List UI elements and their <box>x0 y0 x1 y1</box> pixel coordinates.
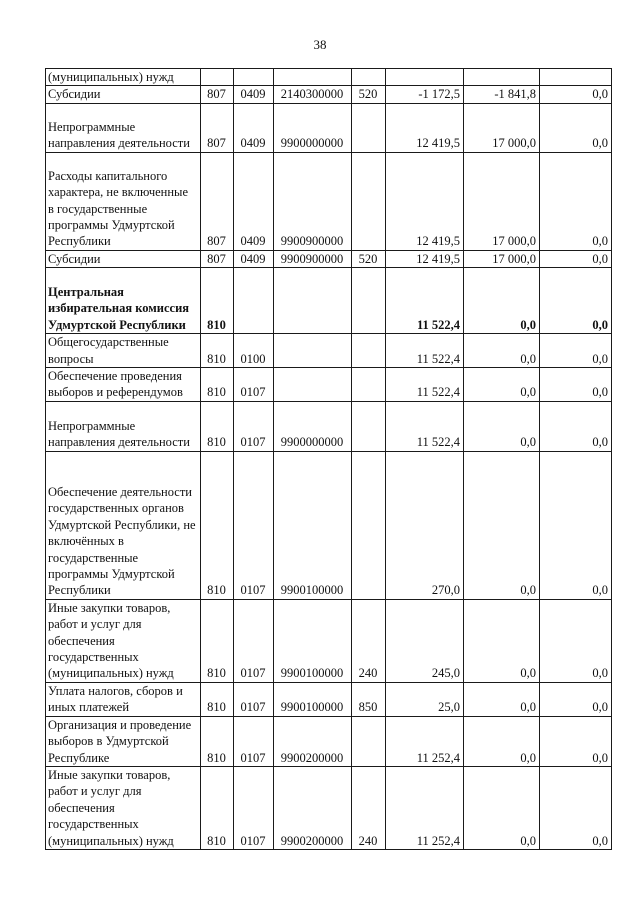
amount-3-cell: 0,0 <box>540 766 612 849</box>
table-row <box>46 268 612 334</box>
target-item-cell: 9900000000 <box>274 401 352 451</box>
row-name-cell: Непрограммные направления деятельности <box>46 103 201 152</box>
amount-3-cell: 0,0 <box>540 451 612 599</box>
target-item-cell: 2140300000 <box>274 86 352 103</box>
table-row <box>46 682 612 716</box>
page-number: 38 <box>313 37 327 52</box>
table-row <box>46 401 612 451</box>
amount-3-cell: 0,0 <box>540 334 612 368</box>
amount-3-cell: 0,0 <box>540 86 612 103</box>
ministry-code-cell: 810 <box>201 766 234 849</box>
expense-type-cell: 850 <box>352 682 386 716</box>
table-row <box>46 368 612 402</box>
amount-1-cell: 11 252,4 <box>386 766 464 849</box>
ministry-code-cell: 810 <box>201 716 234 766</box>
section-code-cell: 0409 <box>234 250 274 267</box>
table-row <box>46 86 612 103</box>
expense-type-cell <box>352 334 386 368</box>
amount-1-cell: 12 419,5 <box>386 250 464 267</box>
section-code-cell: 0107 <box>234 766 274 849</box>
row-name-cell: Субсидии <box>46 86 201 103</box>
ministry-code-cell: 810 <box>201 268 234 334</box>
expense-type-cell <box>352 716 386 766</box>
amount-2-cell: 0,0 <box>464 599 540 682</box>
target-item-cell: 9900100000 <box>274 682 352 716</box>
amount-2-cell: 0,0 <box>464 451 540 599</box>
ministry-code-cell: 807 <box>201 86 234 103</box>
ministry-code-cell: 807 <box>201 250 234 267</box>
expense-type-cell <box>352 401 386 451</box>
amount-2-cell: 17 000,0 <box>464 250 540 267</box>
row-name-cell: Организация и проведение выборов в Удмуртской Республике <box>46 716 201 766</box>
amount-2-cell: 17 000,0 <box>464 152 540 250</box>
amount-3-cell: 0,0 <box>540 368 612 402</box>
amount-2-cell: 0,0 <box>464 766 540 849</box>
row-name-cell: Расходы капитального характера, не включенные в государственные программы Удмуртской Республики <box>46 152 201 250</box>
target-item-cell: 9900100000 <box>274 451 352 599</box>
ministry-code-cell: 807 <box>201 103 234 152</box>
amount-3-cell: 0,0 <box>540 152 612 250</box>
section-code-cell: 0107 <box>234 368 274 402</box>
table-row <box>46 451 612 599</box>
target-item-cell <box>274 69 352 86</box>
expense-type-cell: 520 <box>352 250 386 267</box>
target-item-cell: 9900900000 <box>274 152 352 250</box>
amount-2-cell <box>464 69 540 86</box>
table-row <box>46 152 612 250</box>
ministry-code-cell: 810 <box>201 451 234 599</box>
row-name-cell: (муниципальных) нужд <box>46 69 201 86</box>
row-name-cell: Уплата налогов, сборов и иных платежей <box>46 682 201 716</box>
table-row <box>46 766 612 849</box>
amount-3-cell: 0,0 <box>540 682 612 716</box>
amount-3-cell: 0,0 <box>540 401 612 451</box>
amount-1-cell: 245,0 <box>386 599 464 682</box>
amount-3-cell: 0,0 <box>540 268 612 334</box>
expense-type-cell: 240 <box>352 599 386 682</box>
target-item-cell: 9900900000 <box>274 250 352 267</box>
row-name-cell: Обеспечение деятельности государственных органов Удмуртской Республики, не включённых в государственные программы Удмуртской Республики <box>46 451 201 599</box>
amount-1-cell <box>386 69 464 86</box>
ministry-code-cell: 810 <box>201 334 234 368</box>
section-code-cell <box>234 69 274 86</box>
section-code-cell: 0107 <box>234 451 274 599</box>
expense-type-cell <box>352 152 386 250</box>
row-name-cell: Иные закупки товаров, работ и услуг для обеспечения государственных (муниципальных) нужд <box>46 599 201 682</box>
amount-2-cell: 0,0 <box>464 368 540 402</box>
amount-1-cell: 12 419,5 <box>386 103 464 152</box>
target-item-cell <box>274 268 352 334</box>
amount-1-cell: -1 172,5 <box>386 86 464 103</box>
section-code-cell: 0107 <box>234 401 274 451</box>
amount-1-cell: 270,0 <box>386 451 464 599</box>
ministry-code-cell: 810 <box>201 401 234 451</box>
amount-1-cell: 11 522,4 <box>386 368 464 402</box>
amount-1-cell: 11 522,4 <box>386 334 464 368</box>
section-code-cell: 0409 <box>234 103 274 152</box>
amount-3-cell: 0,0 <box>540 716 612 766</box>
amount-2-cell: 17 000,0 <box>464 103 540 152</box>
expense-type-cell <box>352 451 386 599</box>
target-item-cell: 9900200000 <box>274 716 352 766</box>
amount-2-cell: 0,0 <box>464 682 540 716</box>
amount-2-cell: -1 841,8 <box>464 86 540 103</box>
amount-3-cell <box>540 69 612 86</box>
amount-3-cell: 0,0 <box>540 103 612 152</box>
section-code-cell: 0107 <box>234 682 274 716</box>
target-item-cell <box>274 368 352 402</box>
row-name-cell: Непрограммные направления деятельности <box>46 401 201 451</box>
table-row <box>46 103 612 152</box>
target-item-cell: 9900100000 <box>274 599 352 682</box>
amount-2-cell: 0,0 <box>464 334 540 368</box>
ministry-code-cell: 810 <box>201 368 234 402</box>
section-code-cell: 0100 <box>234 334 274 368</box>
section-code-cell: 0409 <box>234 86 274 103</box>
target-item-cell <box>274 334 352 368</box>
row-name-cell: Обеспечение проведения выборов и референдумов <box>46 368 201 402</box>
amount-2-cell: 0,0 <box>464 401 540 451</box>
amount-3-cell: 0,0 <box>540 250 612 267</box>
expense-type-cell: 520 <box>352 86 386 103</box>
row-name-cell: Субсидии <box>46 250 201 267</box>
budget-table-body <box>46 69 612 850</box>
amount-1-cell: 11 522,4 <box>386 268 464 334</box>
amount-1-cell: 11 252,4 <box>386 716 464 766</box>
table-row <box>46 250 612 267</box>
expense-type-cell <box>352 368 386 402</box>
section-code-cell: 0107 <box>234 599 274 682</box>
amount-1-cell: 12 419,5 <box>386 152 464 250</box>
expense-type-cell: 240 <box>352 766 386 849</box>
amount-1-cell: 25,0 <box>386 682 464 716</box>
table-row <box>46 334 612 368</box>
amount-1-cell: 11 522,4 <box>386 401 464 451</box>
table-row <box>46 599 612 682</box>
section-code-cell <box>234 268 274 334</box>
row-name-cell: Общегосударственные вопросы <box>46 334 201 368</box>
budget-table <box>45 68 612 850</box>
section-code-cell: 0409 <box>234 152 274 250</box>
target-item-cell: 9900000000 <box>274 103 352 152</box>
amount-2-cell: 0,0 <box>464 268 540 334</box>
table-row <box>46 716 612 766</box>
ministry-code-cell <box>201 69 234 86</box>
row-name-cell: Иные закупки товаров, работ и услуг для обеспечения государственных (муниципальных) нужд <box>46 766 201 849</box>
table-row <box>46 69 612 86</box>
section-code-cell: 0107 <box>234 716 274 766</box>
ministry-code-cell: 810 <box>201 682 234 716</box>
ministry-code-cell: 810 <box>201 599 234 682</box>
amount-3-cell: 0,0 <box>540 599 612 682</box>
amount-2-cell: 0,0 <box>464 716 540 766</box>
row-name-cell: Центральная избирательная комиссия Удмуртской Республики <box>46 268 201 334</box>
ministry-code-cell: 807 <box>201 152 234 250</box>
expense-type-cell <box>352 103 386 152</box>
target-item-cell: 9900200000 <box>274 766 352 849</box>
expense-type-cell <box>352 268 386 334</box>
expense-type-cell <box>352 69 386 86</box>
